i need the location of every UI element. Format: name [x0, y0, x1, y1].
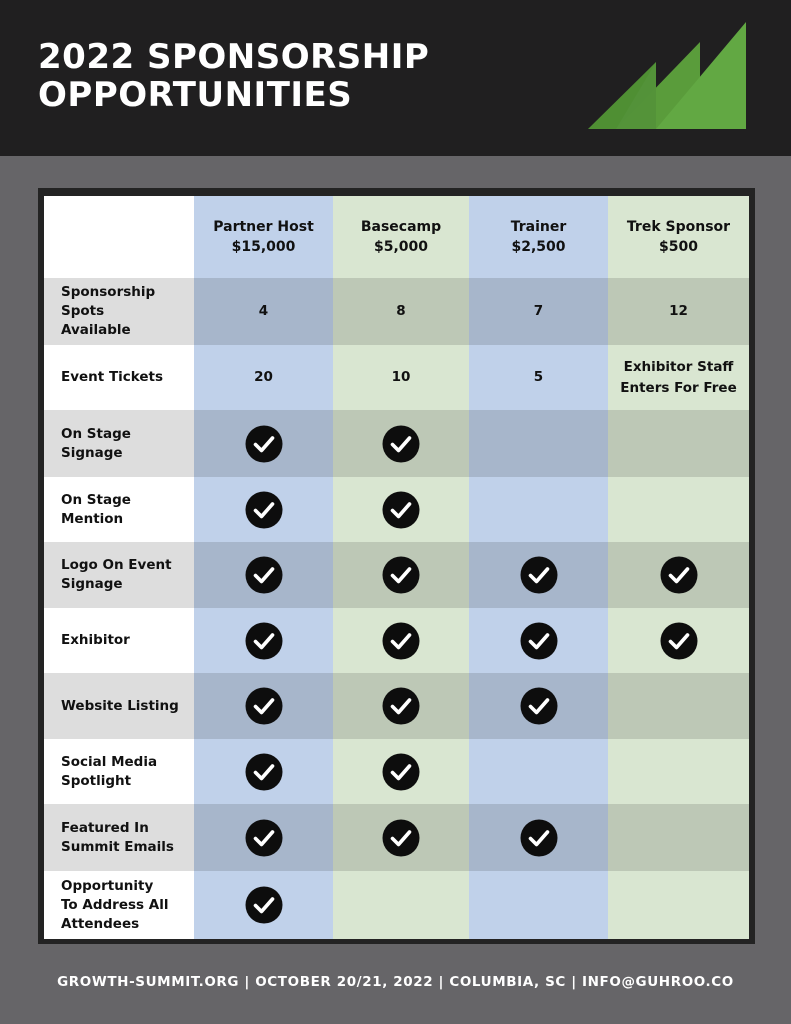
table-cell: [333, 278, 469, 345]
table-cell: [194, 542, 333, 608]
page-header: [0, 0, 791, 156]
footer-contact: GROWTH-SUMMIT.ORG | OCTOBER 20/21, 2022 | COLUMBIA, SC | INFO@GUHROO.CO: [57, 974, 734, 990]
table-cell: [469, 804, 608, 871]
mountain-logo-icon: [588, 22, 748, 130]
title-line-2: OPPORTUNITIES: [38, 75, 353, 115]
table-cell: [469, 410, 608, 477]
table-cell: [608, 739, 749, 804]
cell-value: 12: [669, 303, 688, 319]
table-cell: [333, 871, 469, 939]
table-cell: [608, 345, 749, 410]
table-cell: [608, 804, 749, 871]
title-line-1: 2022 SPONSORSHIP: [38, 37, 430, 77]
cell-value: 8: [396, 303, 406, 319]
table-cell: [469, 278, 608, 345]
row-label: Opportunity To Address All Attendees: [61, 877, 169, 932]
cell-value: 7: [533, 303, 544, 319]
row-label-cell: [44, 345, 194, 410]
column-header-label: Trainer $2,500: [510, 219, 567, 255]
cell-value: 4: [258, 303, 269, 319]
table-cell: [608, 542, 749, 608]
check-circle-icon: [520, 622, 558, 660]
column-header: [469, 196, 608, 278]
table-cell: [333, 542, 469, 608]
table-cell: [608, 871, 749, 939]
check-circle-icon: [245, 491, 283, 529]
row-label-cell: [44, 871, 194, 939]
check-circle-icon: [245, 425, 283, 463]
page-title: [38, 38, 429, 114]
row-label: Logo On Event Signage: [61, 557, 172, 592]
row-label: Sponsorship Spots Available: [61, 284, 156, 338]
table-cell: [333, 804, 469, 871]
check-circle-icon: [245, 556, 283, 594]
table-cell: [194, 608, 333, 673]
table-cell: [469, 739, 608, 804]
check-circle-icon: [245, 886, 283, 924]
row-label: On Stage Mention: [61, 491, 131, 527]
table-cell: [608, 477, 749, 542]
table-cell: [469, 542, 608, 608]
row-label: Featured In Summit Emails: [61, 819, 174, 855]
check-circle-icon: [520, 819, 558, 857]
header-blank-cell: [44, 196, 194, 278]
table-cell: [194, 477, 333, 542]
table-cell: [194, 804, 333, 871]
table-cell: [194, 410, 333, 477]
table-cell: [469, 871, 608, 939]
row-label-cell: [44, 477, 194, 542]
row-label-cell: [44, 278, 194, 345]
table-cell: [194, 871, 333, 939]
check-circle-icon: [382, 556, 420, 594]
row-label-cell: [44, 608, 194, 673]
check-circle-icon: [660, 622, 698, 660]
table-cell: [194, 673, 333, 739]
check-circle-icon: [520, 556, 558, 594]
cell-value: 5: [533, 369, 544, 385]
check-circle-icon: [245, 819, 283, 857]
table-cell: [333, 739, 469, 804]
cell-value: 10: [391, 369, 411, 385]
row-label: Exhibitor: [61, 632, 130, 648]
table-cell: [333, 477, 469, 542]
table-cell: [194, 739, 333, 804]
table-cell: [608, 608, 749, 673]
check-circle-icon: [245, 753, 283, 791]
column-header-label: Trek Sponsor $500: [626, 219, 731, 255]
cell-value: 20: [254, 369, 273, 385]
table-cell: [608, 278, 749, 345]
row-label: Website Listing: [61, 697, 179, 714]
column-header-label: Basecamp $5,000: [360, 219, 442, 255]
table-cell: [333, 410, 469, 477]
table-cell: [608, 410, 749, 477]
check-circle-icon: [382, 687, 420, 725]
row-label-cell: [44, 739, 194, 804]
check-circle-icon: [382, 819, 420, 857]
row-label-cell: [44, 410, 194, 477]
check-circle-icon: [520, 687, 558, 725]
table-cell: [333, 608, 469, 673]
check-circle-icon: [245, 622, 283, 660]
cell-value: Exhibitor Staff Enters For Free: [620, 358, 737, 396]
check-circle-icon: [382, 425, 420, 463]
check-circle-icon: [382, 491, 420, 529]
row-label-cell: [44, 804, 194, 871]
table-cell: [333, 345, 469, 410]
column-header: [608, 196, 749, 278]
table-cell: [333, 673, 469, 739]
table-body: [44, 196, 749, 936]
column-header: [333, 196, 469, 278]
table-cell: [469, 477, 608, 542]
table-cell: [194, 345, 333, 410]
check-circle-icon: [660, 556, 698, 594]
row-label: On Stage Signage: [61, 425, 131, 461]
sponsorship-table: [38, 188, 755, 944]
row-label-cell: [44, 673, 194, 739]
column-header-label: Partner Host $15,000: [213, 219, 314, 255]
column-header: [194, 196, 333, 278]
check-circle-icon: [245, 687, 283, 725]
table-cell: [469, 345, 608, 410]
check-circle-icon: [382, 753, 420, 791]
check-circle-icon: [382, 622, 420, 660]
table-cell: [469, 608, 608, 673]
row-label: Social Media Spotlight: [61, 753, 158, 789]
row-label: Event Tickets: [61, 369, 164, 385]
table-cell: [469, 673, 608, 739]
row-label-cell: [44, 542, 194, 608]
table-cell: [608, 673, 749, 739]
table-cell: [194, 278, 333, 345]
